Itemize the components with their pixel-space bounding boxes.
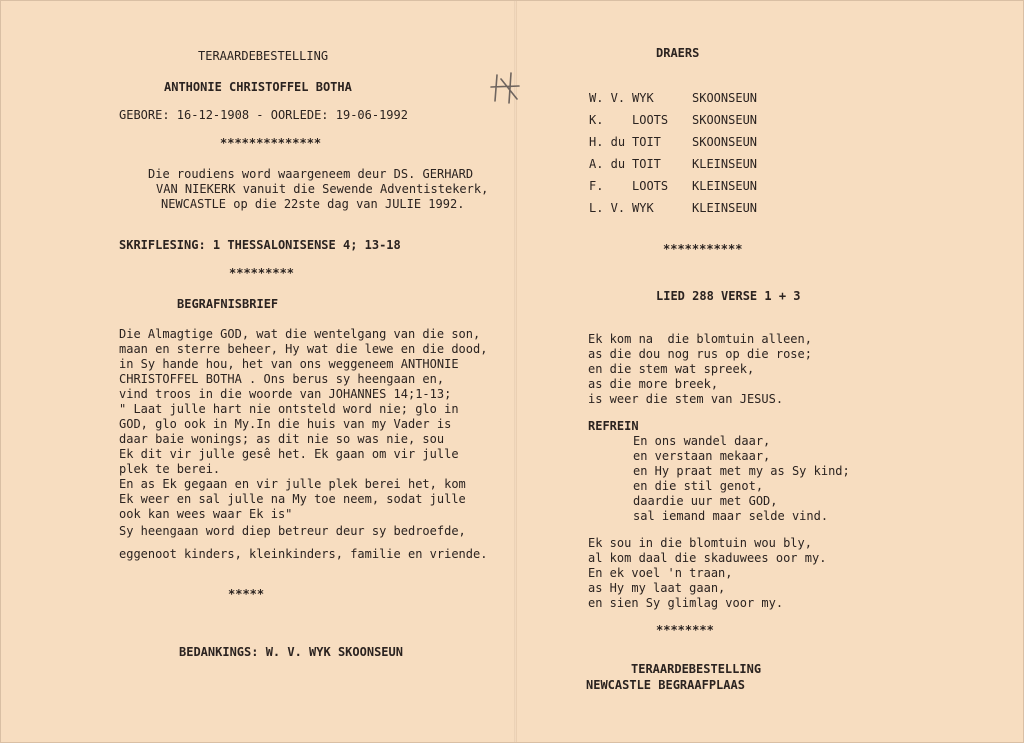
- right-stars-1: ***********: [663, 242, 743, 256]
- bearer-surname: WYK: [632, 91, 654, 105]
- bearer-surname: TOIT: [632, 157, 661, 171]
- letter-line: En as Ek gegaan en vir julle plek berei het, kom: [119, 477, 466, 491]
- bearer-relation: SKOONSEUN: [692, 135, 758, 149]
- bearer-initials: H. du: [589, 135, 626, 149]
- left-stars-1: **************: [220, 136, 322, 150]
- letter-line: daar baie wonings; as dit nie so was nie, sou: [119, 432, 445, 446]
- refrain-line: en verstaan mekaar,: [633, 449, 771, 463]
- bearer-relation: SKOONSEUN: [692, 91, 758, 105]
- mourning-line-1: Sy heengaan word diep betreur deur sy bedroefde,: [119, 524, 466, 538]
- letter-line: Ek dit vir julle gesê het. Ek gaan om vir julle: [119, 447, 459, 461]
- bearer-initials: W. V.: [589, 91, 626, 105]
- letter-line: CHRISTOFFEL BOTHA . Ons berus sy heengaan en,: [119, 372, 445, 386]
- refrain-label: REFREIN: [588, 419, 639, 433]
- verse-line: en die stem wat spreek,: [588, 362, 755, 376]
- service-line-3: NEWCASTLE op die 22ste dag van JULIE 1992.: [161, 197, 465, 211]
- footer-cemetery: NEWCASTLE BEGRAAFPLAAS: [586, 678, 745, 692]
- service-line-1: Die roudiens word waargeneem deur DS. GERHARD: [148, 167, 474, 181]
- letter-line: vind troos in die woorde van JOHANNES 14;1-13;: [119, 387, 452, 401]
- letter-line: GOD, glo ook in My.In die huis van my Vader is: [119, 417, 452, 431]
- refrain-line: sal iemand maar selde vind.: [633, 509, 829, 523]
- letter-line: " Laat julle hart nie ontsteld word nie; glo in: [119, 402, 459, 416]
- verse-line: Ek kom na die blomtuin alleen,: [588, 332, 812, 346]
- bearer-relation: KLEINSEUN: [692, 201, 758, 215]
- verse-line: as die more breek,: [588, 377, 719, 391]
- handwritten-mark: [489, 71, 523, 107]
- deceased-name: ANTHONIE CHRISTOFFEL BOTHA: [164, 80, 352, 94]
- bearer-surname: LOOTS: [632, 179, 669, 193]
- letter-line: maan en sterre beheer, Hy wat die lewe en die dood,: [119, 342, 488, 356]
- bearer-surname: WYK: [632, 201, 654, 215]
- refrain-line: En ons wandel daar,: [633, 434, 771, 448]
- verse-line: en sien Sy glimlag voor my.: [588, 596, 784, 610]
- verse-line: is weer die stem van JESUS.: [588, 392, 784, 406]
- life-dates: GEBORE: 16-12-1908 - OORLEDE: 19-06-1992: [119, 108, 408, 122]
- left-stars-3: *****: [228, 587, 265, 601]
- letter-line: Ek weer en sal julle na My toe neem, sodat julle: [119, 492, 466, 506]
- left-stars-2: *********: [229, 266, 295, 280]
- letter-line: Die Almagtige GOD, wat die wentelgang van die son,: [119, 327, 481, 341]
- scripture-reading: SKRIFLESING: 1 THESSALONISENSE 4; 13-18: [119, 238, 401, 252]
- verse-line: En ek voel 'n traan,: [588, 566, 733, 580]
- refrain-line: en Hy praat met my as Sy kind;: [633, 464, 850, 478]
- service-line-2: VAN NIEKERK vanuit die Sewende Adventistekerk,: [156, 182, 489, 196]
- right-stars-2: ********: [656, 623, 714, 637]
- verse-line: as Hy my laat gaan,: [588, 581, 726, 595]
- bearer-initials: A. du: [589, 157, 626, 171]
- letter-title: BEGRAFNISBRIEF: [177, 297, 279, 311]
- letter-line: ook kan wees waar Ek is": [119, 507, 293, 521]
- verse-line: al kom daal die skaduwees oor my.: [588, 551, 827, 565]
- bearer-initials: F.: [589, 179, 604, 193]
- refrain-line: daardie uur met GOD,: [633, 494, 778, 508]
- verse-line: as die dou nog rus op die rose;: [588, 347, 812, 361]
- bearer-relation: KLEINSEUN: [692, 157, 758, 171]
- bearer-initials: L. V.: [589, 201, 626, 215]
- refrain-line: en die stil genot,: [633, 479, 764, 493]
- footer-burial-title: TERAARDEBESTELLING: [631, 662, 762, 676]
- left-header-title: TERAARDEBESTELLING: [198, 49, 329, 63]
- bearers-title: DRAERS: [656, 46, 700, 60]
- bearer-relation: KLEINSEUN: [692, 179, 758, 193]
- hymn-title: LIED 288 VERSE 1 + 3: [656, 289, 801, 303]
- mourning-line-2: eggenoot kinders, kleinkinders, familie en vriende.: [119, 547, 488, 561]
- bearer-relation: SKOONSEUN: [692, 113, 758, 127]
- acknowledgements: BEDANKINGS: W. V. WYK SKOONSEUN: [179, 645, 403, 659]
- letter-line: in Sy hande hou, het van ons weggeneem ANTHONIE: [119, 357, 459, 371]
- bearer-initials: K.: [589, 113, 604, 127]
- center-fold: [514, 1, 517, 743]
- bearer-surname: TOIT: [632, 135, 661, 149]
- bearer-surname: LOOTS: [632, 113, 669, 127]
- verse-line: Ek sou in die blomtuin wou bly,: [588, 536, 812, 550]
- letter-line: plek te berei.: [119, 462, 221, 476]
